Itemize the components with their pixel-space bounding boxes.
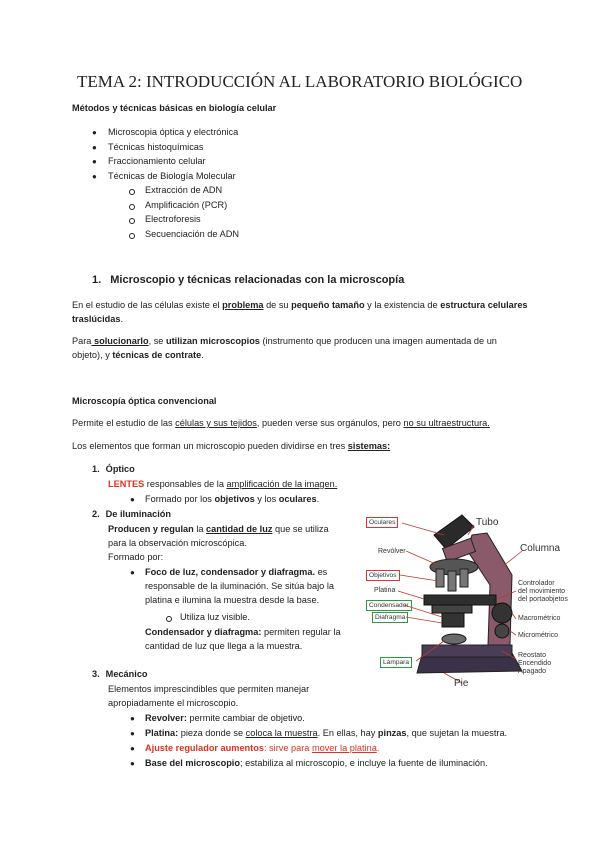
- number: 3.: [92, 669, 100, 679]
- text: Los elementos que forman un microscopio pueden dividirse en tres: [72, 441, 348, 451]
- text: cantidad de luz: [206, 524, 273, 534]
- bullet-icon: ●: [92, 128, 97, 137]
- label-revolver: Revólver: [378, 548, 406, 555]
- text: objetivos: [214, 494, 255, 504]
- label-condensador: Condensador: [366, 600, 412, 611]
- text: . En ellas, hay: [317, 728, 378, 738]
- text: oculares: [278, 494, 317, 504]
- label-oculares: Oculares: [366, 517, 398, 528]
- bullet-icon: ●: [130, 759, 135, 768]
- text: pequeño tamaño: [291, 300, 365, 310]
- paragraph: [72, 299, 528, 312]
- text: , se: [148, 336, 166, 346]
- subheading: Métodos y técnicas básicas en biología celular: [72, 103, 277, 113]
- page-title: TEMA 2: INTRODUCCIÓN AL LABORATORIO BIOLÓGICO: [77, 72, 523, 91]
- text: que se utiliza: [272, 524, 329, 534]
- label-platina: Platina: [374, 587, 396, 594]
- bullet-icon: ●: [130, 729, 135, 738]
- text: es: [315, 567, 328, 577]
- text: técnicas de contrate: [112, 350, 202, 360]
- text: En el estudio de las células existe el: [72, 300, 223, 310]
- paragraph: Elementos imprescindibles que permiten manejar: [108, 684, 310, 694]
- paragraph: [145, 626, 341, 639]
- system-heading: [92, 668, 148, 681]
- bullet-icon: ●: [130, 744, 135, 753]
- text: (instrumento que producen una imagen aumentada de un: [259, 336, 497, 346]
- label-diafragma: Diafragma: [372, 612, 408, 623]
- text: .: [376, 743, 380, 753]
- text: la: [193, 524, 207, 534]
- text: estructura celulares: [440, 300, 528, 310]
- list-item: Secuenciación de ADN: [145, 229, 239, 239]
- text: y la existencia de: [364, 300, 441, 310]
- paragraph: responsable de la iluminación. Se sitúa bajo la: [145, 581, 334, 591]
- paragraph: cantidad de luz que llega a la muestra.: [145, 641, 303, 651]
- paragraph: [72, 440, 390, 453]
- label-pie: Pie: [454, 678, 469, 689]
- heading: De iluminación: [105, 509, 172, 519]
- label-controlador: Controlador del movimiento del portaobjetos: [518, 580, 568, 603]
- text: objeto), y: [72, 350, 113, 360]
- text: sistemas:: [347, 441, 391, 451]
- text: pieza donde se: [178, 728, 246, 738]
- circle-bullet-icon: [166, 616, 172, 622]
- text: LENTES: [108, 479, 145, 489]
- list-item: [145, 493, 319, 506]
- text: , que sujetan la muestra.: [406, 728, 508, 738]
- text: permite cambiar de objetivo.: [186, 713, 305, 723]
- text: amplificación de la imagen.: [226, 479, 338, 489]
- bullet-icon: ●: [92, 157, 97, 166]
- label-micrometrico: Micrométrico: [518, 632, 559, 639]
- number: 1.: [92, 464, 100, 474]
- label-lampara: Lámpara: [380, 657, 412, 668]
- text: solucionarlo: [91, 336, 149, 346]
- paragraph: apropiadamente el microscopio.: [108, 698, 239, 708]
- text: .: [120, 314, 124, 324]
- paragraph: [72, 335, 542, 348]
- circle-bullet-icon: [129, 204, 135, 210]
- label-tubo: Tubo: [476, 517, 499, 528]
- list-item: [145, 727, 507, 740]
- system-heading: [92, 508, 171, 521]
- text: coloca la muestra: [245, 728, 318, 738]
- number: 2.: [92, 509, 100, 519]
- text: y los: [254, 494, 279, 504]
- label-objetivos: Objetivos: [366, 570, 400, 581]
- section-number: 1.: [92, 274, 102, 286]
- circle-bullet-icon: [129, 218, 135, 224]
- text: .: [316, 494, 320, 504]
- microscope-figure: [362, 505, 572, 695]
- text: permiten regular la: [261, 627, 341, 637]
- text: Revolver:: [145, 713, 187, 723]
- text: Formado por los: [145, 494, 215, 504]
- text: Producen y regulan: [108, 524, 194, 534]
- heading: Mecánico: [105, 669, 148, 679]
- bullet-icon: ●: [92, 143, 97, 152]
- paragraph: Formado por:: [108, 552, 164, 562]
- text: responsables de la: [144, 479, 227, 489]
- text: traslúcidas: [72, 314, 121, 324]
- list-item: [145, 757, 488, 770]
- text: Base del microscopio: [145, 758, 240, 768]
- list-item: Microscopia óptica y electrónica: [108, 127, 239, 137]
- paragraph: [108, 478, 337, 491]
- list-item: [145, 742, 379, 755]
- text: mover la platina: [311, 743, 377, 753]
- system-heading: [92, 463, 135, 476]
- text: .: [201, 350, 204, 360]
- label-columna: Columna: [520, 543, 561, 554]
- text: Para: [72, 336, 92, 346]
- list-item: Fraccionamiento celular: [108, 156, 206, 166]
- section-title: Microscopio y técnicas relacionadas con la microscopía: [110, 274, 405, 286]
- paragraph: [72, 417, 490, 430]
- text: células y sus tejidos: [175, 418, 257, 428]
- section-heading: Microscopía óptica convencional: [72, 396, 217, 406]
- text: problema: [222, 300, 264, 310]
- heading: Óptico: [105, 464, 135, 474]
- list-item: [145, 712, 305, 725]
- text: Condensador y diafragma:: [145, 627, 262, 637]
- circle-bullet-icon: [129, 189, 135, 195]
- text: Foco de luz, condensador y diafragma.: [145, 567, 316, 577]
- text: de su: [263, 300, 292, 310]
- list-item: Extracción de ADN: [145, 185, 223, 195]
- text: : sirve para: [263, 743, 312, 753]
- paragraph: platina e ilumina la muestra desde la base.: [145, 595, 320, 605]
- paragraph: [72, 349, 204, 362]
- text: Permite el estudio de las: [72, 418, 176, 428]
- paragraph: [72, 313, 123, 326]
- list-item: [145, 566, 327, 579]
- circle-bullet-icon: [129, 233, 135, 239]
- paragraph: para la observación microscópica.: [108, 538, 247, 548]
- text: no su ultraestructura.: [403, 418, 490, 428]
- label-reostato: Reostato Encendido Apagado: [518, 652, 552, 675]
- section-heading: [92, 274, 404, 286]
- text: , pueden verse sus orgánulos, pero: [256, 418, 404, 428]
- text: pinzas: [377, 728, 407, 738]
- text: utilizan microscopios: [165, 336, 260, 346]
- label-macrometrico: Macrométrico: [518, 615, 561, 622]
- list-item: Técnicas histoquímicas: [108, 142, 204, 152]
- text: Platina:: [145, 728, 179, 738]
- text: Ajuste regulador aumentos: [145, 743, 264, 753]
- text: ; estabiliza al microscopio, e incluye la fuente de iluminación.: [239, 758, 488, 768]
- bullet-icon: ●: [130, 495, 135, 504]
- bullet-icon: ●: [130, 714, 135, 723]
- paragraph: [108, 523, 329, 536]
- list-item: Amplificación (PCR): [145, 200, 228, 210]
- list-item: Utiliza luz visible.: [180, 612, 250, 622]
- list-item: Técnicas de Biología Molecular: [108, 171, 236, 181]
- list-item: Electroforesis: [145, 214, 201, 224]
- bullet-icon: ●: [92, 172, 97, 181]
- bullet-icon: ●: [130, 568, 135, 577]
